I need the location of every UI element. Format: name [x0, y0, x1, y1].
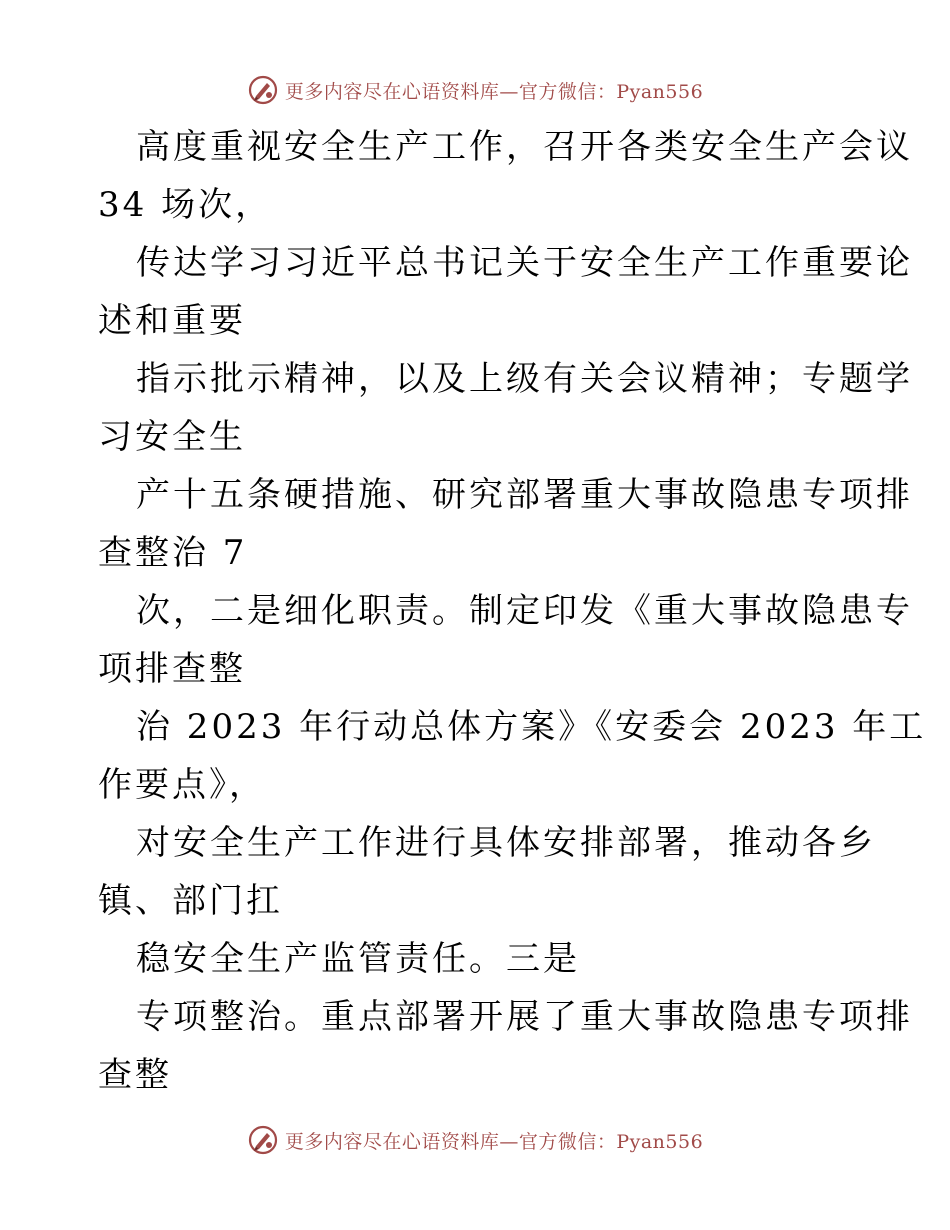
paragraph-line: 高度重视安全生产工作，召开各类安全生产会议	[136, 127, 913, 167]
paragraph-line: 述和重要	[98, 301, 246, 341]
paragraph-line: 查整治 7	[98, 533, 248, 573]
paragraph-line: 产十五条硬措施、研究部署重大事故隐患专项排	[136, 475, 913, 515]
paragraph-line: 镇、部门扛	[98, 881, 283, 921]
paragraph-line: 34 场次，	[98, 185, 273, 225]
footer-banner	[0, 1120, 950, 1160]
paragraph-line: 项排查整	[98, 649, 246, 689]
paragraph-line: 指示批示精神，以及上级有关会议精神；专题学	[136, 359, 913, 399]
paragraph-line: 次，二是细化职责。制定印发《重大事故隐患专	[136, 591, 913, 631]
paragraph-line: 习安全生	[98, 417, 246, 457]
header-banner-text: 更多内容尽在心语资料库—官方微信：Pyan556	[284, 80, 704, 103]
paragraph-line: 作要点》，	[98, 765, 266, 805]
paragraph-line: 治 2023 年行动总体方案》《安委会 2023 年工	[136, 707, 927, 747]
paragraph-line: 查整	[98, 1055, 172, 1095]
pen-seal-logo-icon	[247, 74, 279, 106]
pen-seal-logo-icon	[247, 1124, 279, 1156]
paragraph-line: 专项整治。重点部署开展了重大事故隐患专项排	[136, 997, 913, 1037]
footer-banner-text: 更多内容尽在心语资料库—官方微信：Pyan556	[284, 1130, 704, 1153]
paragraph-line: 传达学习习近平总书记关于安全生产工作重要论	[136, 243, 913, 283]
paragraph-line: 对安全生产工作进行具体安排部署，推动各乡	[136, 823, 876, 863]
paragraph-line: 稳安全生产监管责任。三是	[136, 939, 580, 979]
document-body	[98, 118, 927, 1104]
header-banner	[0, 70, 950, 110]
